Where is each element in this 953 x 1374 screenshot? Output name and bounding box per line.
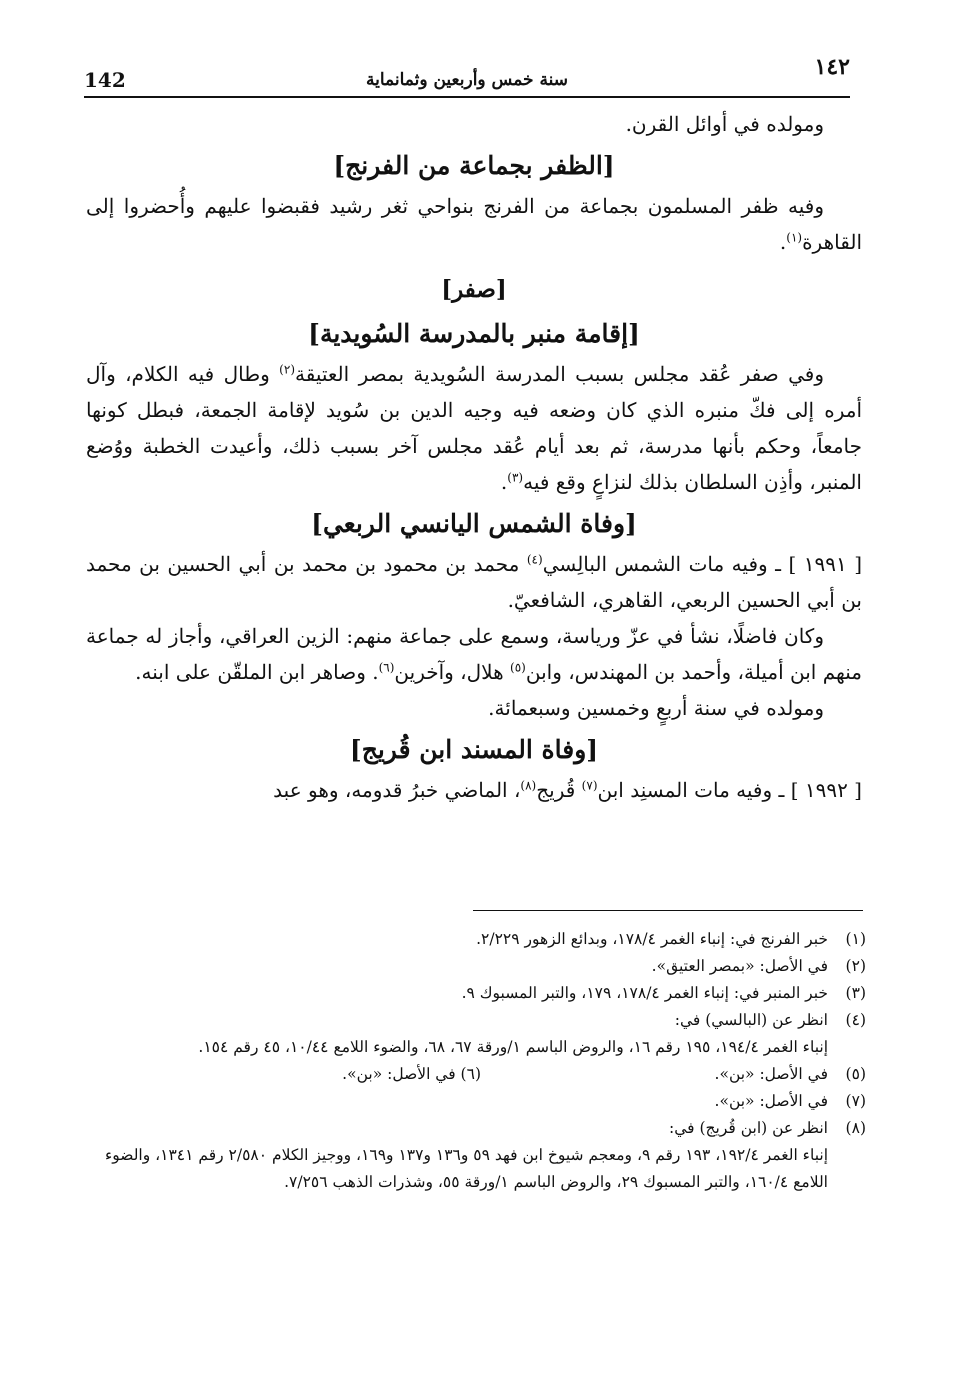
footnote-ref: (٧) xyxy=(581,778,598,793)
footnote-ref: (٤) xyxy=(526,552,543,567)
footnote-ref: (٢) xyxy=(279,362,295,377)
main-text xyxy=(86,106,862,808)
heading-quraij: [وفاة المسند ابن قُريج] xyxy=(349,735,599,764)
running-title: سنة خمس وأربعين وثمانماية xyxy=(366,70,568,90)
footnote-2: (٢) في الأصل: «بمصر العتيق». xyxy=(651,957,866,975)
footnote-ref: (٨) xyxy=(520,778,537,793)
footnote-rule xyxy=(473,910,863,911)
footnote-ref: (١) xyxy=(786,230,803,245)
paragraph-birth: ومولده في أوائل القرن. xyxy=(625,112,824,136)
footnotes-5-6 xyxy=(96,1061,866,1088)
footnote-6: (٦) في الأصل: «بن». xyxy=(342,1065,481,1083)
footnote-1: (١) خبر الفرنج في: إنباء الغمر ١٧٨/٤، وبدائع الزهور ٢/٢٢٩. xyxy=(476,930,866,948)
entry-1991: [ ١٩٩١ ] ـ وفيه مات الشمس البالِسي$^{(٤)}$ محمد بن محمود بن محمد بن أبي الحسين بن محمد بن أبي الحسين الربعي، القاهري، الشافعيّ. xyxy=(86,552,862,612)
page-number-latin: 142 xyxy=(84,68,126,92)
footnote-8-sources: إنباء الغمر ١٩٢/٤، ١٩٣ رقم ٩، ومعجم شيوخ ابن فهد ٥٩ و١٣٦ و١٣٧ و١٦٩، ووجيز الكلام ٢/٥٨٠ رقم ١٣٤١، والضوء اللامع ١٦٠/٤، والتبر المسبوك ٢٩، والروض الباسم ١/ورقة ٥٥، وشذرات الذهب ٧/٢٥٦. xyxy=(104,1146,828,1191)
heading-balisi: [وفاة الشمس اليانسي الربعي] xyxy=(311,509,637,538)
paragraph-balisi-birth: ومولده في سنة أربعٍ وخمسين وسبعمائة. xyxy=(488,696,824,720)
heading-franks: [الظفر بجماعة من الفرنج] xyxy=(333,151,615,180)
footnote-3: (٣) خبر المنبر في: إنباء الغمر ١٧٨/٤، ١٧٩، والتبر المسبوك ٩. xyxy=(461,984,866,1002)
footnote-7: (٧) في الأصل: «بن». xyxy=(714,1092,866,1110)
paragraph-minbar: وفي صفر عُقد مجلس بسبب المدرسة السُويدية بمصر العتيقة$^{(٢)}$ وطال فيه الكلام، وآل أمره إلى فكّ منبره الذي كان وضعه فيه وجيه الدين بن سُويد لإقامة الجمعة، فبطل كونها جامعاً، وحكم بأنها مدرسة، ثم بعد أيام عُقد مجلس آخر بسبب ذلك، وأعيدت الخطبة ووُضع المنبر، وأذِن السلطان بذلك لنزاعٍ وقع فيه$^{(٣)}$. xyxy=(86,362,862,494)
footnote-5: (٥) في الأصل: «بن». xyxy=(714,1065,866,1083)
footnote-ref: (٣) xyxy=(507,470,524,485)
footnotes xyxy=(96,926,866,1196)
paragraph-franks: وفيه ظفر المسلمون بجماعة من الفرنج بنواحي ثغر رشيد فقبضوا عليهم وأُحضروا إلى القاهرة$^{(١)}$. xyxy=(86,194,862,254)
heading-safar: [صفر] xyxy=(441,276,507,303)
footnote-4: (٤) انظر عن (البالسي) في: xyxy=(674,1011,866,1029)
footnote-4-sources: إنباء الغمر ١٩٤/٤، ١٩٥ رقم ١٦، والروض الباسم ١/ورقة ٦٧، ٦٨، والضوء اللامع ١٠/٤٤، ٤٥ رقم ١٥٤. xyxy=(198,1038,828,1056)
page-header xyxy=(84,52,850,96)
footnote-8: (٨) انظر عن (ابن قُريج) في: xyxy=(669,1119,866,1137)
footnote-ref: (٥) xyxy=(510,660,526,675)
footnote-ref: (٦) xyxy=(378,660,395,675)
paragraph-balisi-bio: وكان فاضلًا، نشأ في عزّ ورياسة، وسمع على جماعة منهم: الزين العراقي، وأجاز له جماعة منهم ابن أميلة، وأحمد بن المهندس، وابن$^{(٥)}$ هلال، وآخرين$^{(٦)}$. وصاهر ابن الملقّن على ابنه. xyxy=(86,624,862,684)
heading-minbar: [إقامة منبر بالمدرسة السُويدية] xyxy=(308,319,640,348)
header-rule xyxy=(84,96,850,98)
page-number-arabic: ١٤٢ xyxy=(814,54,850,80)
entry-1992: [ ١٩٩٢ ] ـ وفيه مات المسنِد ابن$^{(٧)}$ قُريج$^{(٨)}$، الماضي خبرُ قدومه، وهو عبد xyxy=(273,778,862,802)
